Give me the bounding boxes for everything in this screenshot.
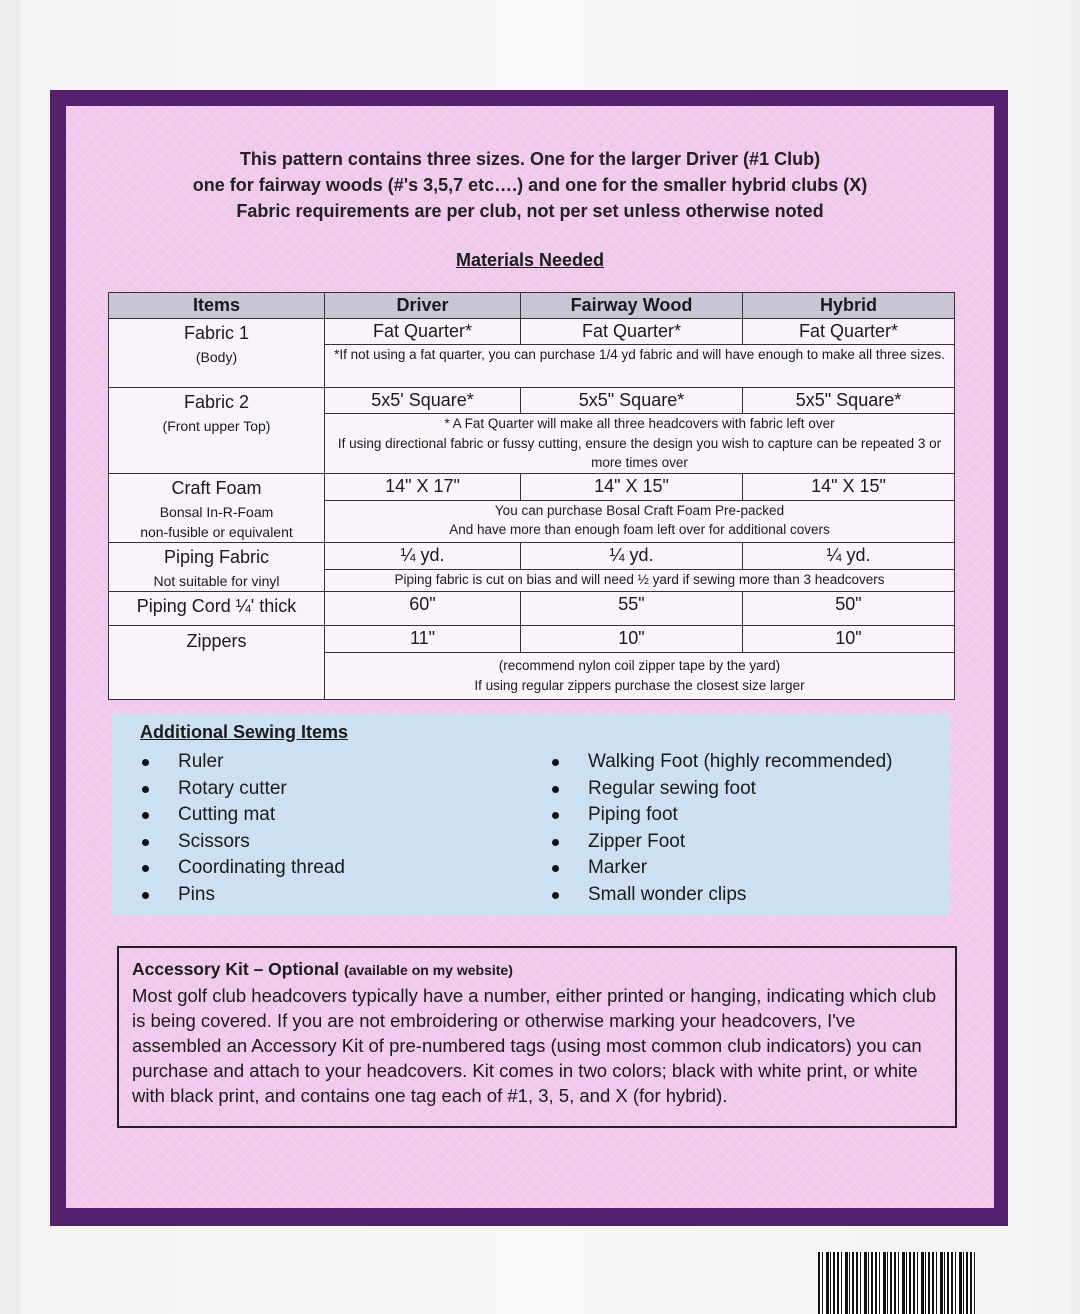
driver-value: Fat Quarter* xyxy=(325,319,521,345)
bullet-icon xyxy=(142,865,149,872)
item-label: Small wonder clips xyxy=(588,883,747,905)
note-line: If using directional fabric or fussy cutting, ensure the design you wish to capture can be repeated 3 or more times over xyxy=(337,435,942,470)
item-name: Zippers xyxy=(186,630,247,651)
item-sub: Bonsal In-R-Foam xyxy=(159,503,274,520)
hybrid-value: 50" xyxy=(743,591,955,625)
item-label: Coordinating thread xyxy=(178,857,345,878)
list-item xyxy=(138,829,345,856)
note-cell xyxy=(325,652,955,699)
item-label: Rotary cutter xyxy=(178,777,287,799)
header-items: Items xyxy=(109,293,325,319)
note-cell: *If not using a fat quarter, you can purchase 1/4 yd fabric and will have enough to make all three sizes. xyxy=(325,345,955,388)
hybrid-value: 10" xyxy=(743,625,955,652)
hybrid-value: 14" X 15" xyxy=(743,473,955,500)
fairway-value: 5x5" Square* xyxy=(521,388,743,414)
item-label: Walking Foot (highly recommended) xyxy=(588,751,893,772)
driver-value: ¼ yd. xyxy=(325,542,521,569)
item-sub: non-fusible or equivalent xyxy=(140,523,293,540)
item-cell xyxy=(109,591,325,625)
pattern-page-frame xyxy=(50,90,1008,1226)
note-cell xyxy=(325,500,955,542)
list-item xyxy=(138,749,345,776)
driver-value: 14" X 17" xyxy=(325,473,521,500)
sewing-items-left-list xyxy=(138,749,345,908)
table-row xyxy=(109,542,955,569)
accessory-kit-description: Most golf club headcovers typically have a number, either printed or hanging, indicating which club is being covered. If you are not embroidering or otherwise marking your headcovers, I've assembled an Accessory Kit of pre-numbered tags (using most common club indicators) you can purchase and attach to your headcovers. Kit comes in two colors; black with white print, or white with black print, and contains one tag each of #1, 3, 5, and X (for hybrid). xyxy=(132,985,937,1106)
item-cell xyxy=(109,542,325,591)
note-line: * A Fat Quarter will make all three headcovers with fabric left over xyxy=(444,416,835,431)
intro-line-2: one for fairway woods (#'s 3,5,7 etc….) and one for the smaller hybrid clubs (X) xyxy=(192,175,868,195)
item-sub: (Body) xyxy=(195,349,238,365)
bullet-icon xyxy=(142,892,149,899)
item-name: Fabric 1 xyxy=(183,323,250,343)
item-label: Scissors xyxy=(178,830,250,852)
table-row xyxy=(109,591,955,625)
item-name: Piping Cord ¼' thick xyxy=(136,595,297,616)
item-label: Regular sewing foot xyxy=(588,777,756,799)
additional-sewing-items-panel xyxy=(112,714,950,916)
table-row xyxy=(109,388,955,414)
header-hybrid: Hybrid xyxy=(743,293,955,319)
list-item xyxy=(548,829,892,856)
list-item xyxy=(138,855,345,882)
materials-table xyxy=(108,292,955,700)
item-label: Zipper Foot xyxy=(588,830,686,852)
sewing-items-title: Additional Sewing Items xyxy=(140,722,349,742)
item-sub: (Front upper Top) xyxy=(162,418,271,434)
header-fairway-wood: Fairway Wood xyxy=(521,293,743,319)
item-cell xyxy=(109,319,325,388)
note-line: You can purchase Bosal Craft Foam Pre-packed xyxy=(494,502,785,518)
table-header-row xyxy=(109,293,955,319)
hybrid-value: Fat Quarter* xyxy=(743,319,955,345)
table-row xyxy=(109,625,955,652)
pattern-page-content xyxy=(66,106,994,1208)
hybrid-value: ¼ yd. xyxy=(743,542,955,569)
list-item xyxy=(548,802,892,829)
item-label: Pins xyxy=(178,883,215,905)
note-line: And have more than enough foam left over for additional covers xyxy=(449,522,830,538)
fairway-value: Fat Quarter* xyxy=(521,319,743,345)
table-row xyxy=(109,319,955,345)
bullet-icon xyxy=(142,839,149,846)
list-item xyxy=(138,802,345,829)
accessory-kit-title: Accessory Kit – Optional xyxy=(132,959,340,979)
item-cell xyxy=(109,625,325,699)
list-item xyxy=(138,776,345,803)
bullet-icon xyxy=(552,892,559,899)
item-name: Craft Foam xyxy=(171,477,262,498)
bullet-icon xyxy=(552,839,559,846)
driver-value: 5x5' Square* xyxy=(325,388,521,414)
bullet-icon xyxy=(552,812,559,819)
fairway-value: 55" xyxy=(521,591,743,625)
intro-text xyxy=(66,146,994,224)
list-item xyxy=(548,882,892,909)
fairway-value: ¼ yd. xyxy=(521,542,743,569)
fairway-value: 10" xyxy=(521,625,743,652)
list-item xyxy=(548,749,892,776)
bullet-icon xyxy=(552,865,559,872)
bullet-icon xyxy=(142,812,149,819)
table-row xyxy=(109,473,955,500)
barcode xyxy=(818,1252,976,1314)
item-label: Ruler xyxy=(178,751,224,772)
note-cell xyxy=(325,414,955,474)
fairway-value: 14" X 15" xyxy=(521,473,743,500)
list-item xyxy=(548,855,892,882)
item-name: Fabric 2 xyxy=(183,392,250,412)
hybrid-value: 5x5" Square* xyxy=(743,388,955,414)
item-sub: Not suitable for vinyl xyxy=(153,572,280,589)
item-label: Marker xyxy=(588,857,648,878)
sewing-items-right-list xyxy=(548,749,892,908)
item-label: Cutting mat xyxy=(178,804,276,825)
list-item xyxy=(138,882,345,909)
accessory-kit-heading xyxy=(132,958,955,981)
note-line: If using regular zippers purchase the closest size larger xyxy=(474,677,805,693)
item-cell xyxy=(109,388,325,474)
accessory-kit-box xyxy=(117,946,957,1128)
bullet-icon xyxy=(142,786,149,793)
bullet-icon xyxy=(142,759,149,766)
bullet-icon xyxy=(552,786,559,793)
driver-value: 60" xyxy=(325,591,521,625)
materials-title: Materials Needed xyxy=(455,250,605,270)
intro-line-1: This pattern contains three sizes. One for the larger Driver (#1 Club) xyxy=(239,149,821,169)
note-cell: Piping fabric is cut on bias and will need ½ yard if sewing more than 3 headcovers xyxy=(325,569,955,591)
item-name: Piping Fabric xyxy=(163,546,270,567)
list-item xyxy=(548,776,892,803)
item-label: Piping foot xyxy=(588,804,678,825)
header-driver: Driver xyxy=(325,293,521,319)
accessory-kit-note: (available on my website) xyxy=(344,962,513,978)
bullet-icon xyxy=(552,759,559,766)
note-line: (recommend nylon coil zipper tape by the yard) xyxy=(498,658,781,673)
item-cell xyxy=(109,473,325,542)
driver-value: 11" xyxy=(325,625,521,652)
intro-line-3: Fabric requirements are per club, not per set unless otherwise noted xyxy=(236,201,824,221)
